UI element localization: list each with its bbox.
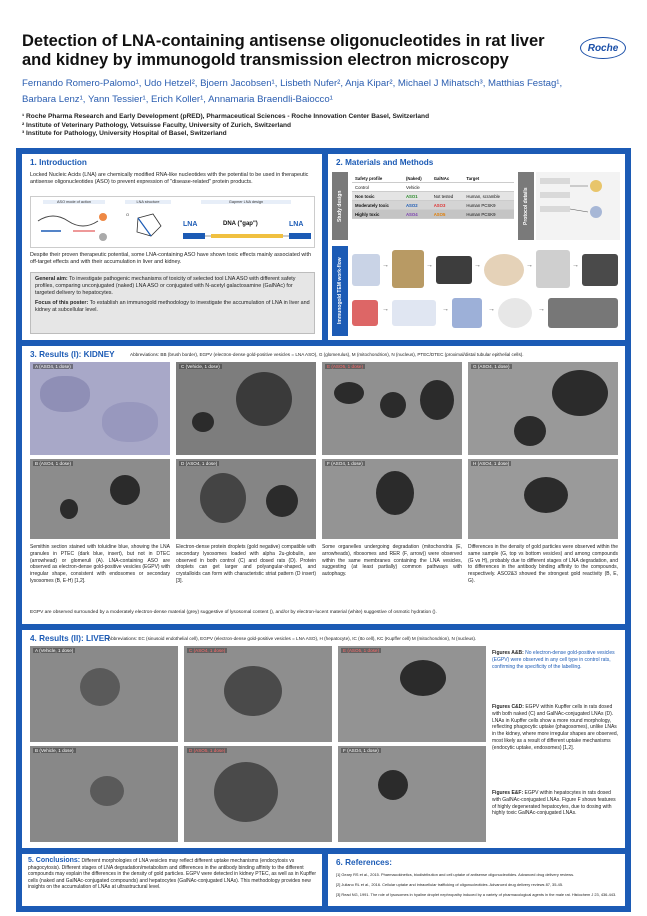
affiliations bbox=[22, 113, 429, 139]
panel-label: B (ASO4, 1 dose) bbox=[35, 461, 72, 466]
kidney-image-e bbox=[322, 362, 462, 455]
panel-label: C (Vehicle, 1 dose) bbox=[181, 364, 220, 369]
row-galnac: ASO3 bbox=[431, 201, 464, 210]
gapmer-lna-left: LNA bbox=[183, 221, 198, 228]
egpv-vesicle bbox=[60, 499, 78, 519]
egpv-vesicle bbox=[110, 475, 140, 505]
methods-heading: 2. Materials and Methods bbox=[336, 158, 434, 167]
egpv-vesicle bbox=[514, 416, 546, 446]
affiliation-2: ² Institute of Veterinary Pathology, Vetsuisse Faculty, University of Zurich, Switzerland bbox=[22, 121, 292, 129]
col-galnac: GalNAc bbox=[431, 174, 464, 183]
liver-image-c bbox=[184, 646, 332, 742]
row-target: Human PCSK9 bbox=[463, 210, 514, 219]
arrow-icon: → bbox=[382, 262, 389, 269]
arrow-icon: → bbox=[474, 262, 481, 269]
svg-text:O: O bbox=[126, 212, 130, 217]
panel-label: D (ASO5, 1 dose) bbox=[189, 748, 226, 753]
kidney-image-b bbox=[30, 459, 170, 539]
conclusions-heading: 5. Conclusions: bbox=[28, 857, 81, 864]
aso-mode-label: ASO mode of action bbox=[43, 200, 105, 204]
workflow-step-sections bbox=[484, 254, 524, 286]
liver-caption-cd bbox=[492, 704, 620, 752]
workflow-step-tissue bbox=[352, 300, 378, 326]
kupffer-cell bbox=[224, 666, 282, 716]
workflow-step-grid bbox=[498, 298, 532, 328]
kidney-caption-1: Semithin section stained with toluidine blue, showing the LNA granules in PTEC (dark blue, insert), but not in DTEC (arrowhead) or glomeruli (A). LNA-containing ASO are observed as electron-dense gold-positive vesicles (EGPV) with irregular shape, consistent with endosomes or secondary lysosomes (B, E-H) [1,2]. bbox=[30, 544, 170, 584]
panel-label: B (Vehicle, 1 dose) bbox=[35, 748, 74, 753]
protein-droplet bbox=[200, 473, 246, 523]
row-naked: ASO2 bbox=[403, 201, 431, 210]
liver-image-f bbox=[338, 746, 486, 842]
panel-label: F (ASO4, 1 dose) bbox=[327, 461, 363, 466]
panel-label: G (ASO4, 1 dose) bbox=[473, 364, 510, 369]
poster-focus-text: To establish an immunogold methodology to investigate the accumulation of LNA in liver and kidney at subcellular level. bbox=[35, 299, 310, 313]
poster-title: Detection of LNA-containing antisense oligonucleotides in rat liver and kidney by immunogold transmission electron microscopy bbox=[22, 32, 545, 69]
liver-image-e bbox=[338, 646, 486, 742]
arrow-icon: → bbox=[382, 306, 389, 313]
panel-label: C (ASO4, 1 dose) bbox=[189, 648, 226, 653]
poster-body bbox=[16, 148, 631, 912]
tem-workflow bbox=[352, 248, 620, 334]
row-target bbox=[463, 183, 514, 192]
workflow-step-immunogold bbox=[548, 298, 618, 328]
liver-caption-ef bbox=[492, 790, 620, 817]
liver-heading: 4. Results (II): LIVER bbox=[30, 634, 111, 643]
authors-line-1: Fernando Romero-Palomo¹, Udo Hetzel², Bjoern Jacobsen¹, Lisbeth Nufer², Anja Kipar², Michael J Mihatsch³, Matthias Festag¹, bbox=[22, 78, 563, 89]
reference-1: [1] Geary RS et al., 2015. Pharmacokinetics, biodistribution and cell uptake of antisense oligonucleotides. Advanced drug delivery reviews. bbox=[336, 872, 575, 877]
panel-label: H (ASO4, 1 dose) bbox=[473, 461, 510, 466]
gapmer-strand-diagram bbox=[181, 232, 314, 242]
egpv-vesicle bbox=[376, 471, 414, 515]
row-profile: Moderately toxic bbox=[352, 201, 403, 210]
caption-cd-title: Figures C&D: bbox=[492, 704, 524, 710]
kidney-caption-4: Differences in the density of gold particles were observed within the same sample (G, top vs bottom vesicles) and among compounds (G vs H), probably due to different stages of LNA degradation, and to differences in the antibody binding affinity to the compounds, respectively. ASO2&3 showed the strongest gold reactivity (B, E, G). bbox=[468, 544, 618, 584]
row-galnac: Not tested bbox=[431, 192, 464, 201]
references-panel bbox=[328, 854, 625, 906]
liver-image-b bbox=[30, 746, 178, 842]
liver-image-a bbox=[30, 646, 178, 742]
tubule-shape bbox=[40, 376, 90, 412]
arrow-icon: → bbox=[442, 306, 449, 313]
col-safety: Safety profile bbox=[352, 174, 403, 183]
table-row bbox=[352, 201, 514, 210]
kidney-abbreviations: Abbreviations: BB (brush border), EGPV (electron-dense gold-positive vesicles = LNA ASO), G (glomerulus), M (mitochondrion), N (nucleus), PTEC/DTEC (proximal/distal tubular epithelial cells). bbox=[130, 352, 524, 357]
introduction-paragraph-2: Despite their proven therapeutic potential, some LNA-containing ASO have shown toxic effects mainly associated with off-target effects and with their accumulation in liver and kidney. bbox=[30, 252, 311, 266]
references-heading: 6. References: bbox=[336, 858, 392, 867]
study-design-sidebar: Study design bbox=[332, 172, 348, 240]
protein-droplet bbox=[266, 485, 298, 517]
row-naked: ASO4 bbox=[403, 210, 431, 219]
general-aim bbox=[35, 276, 310, 298]
protein-droplet bbox=[192, 412, 214, 432]
panel-label: F (ASO4, 1 dose) bbox=[343, 748, 379, 753]
egpv-vesicle bbox=[380, 392, 406, 418]
gapmer-design-label: Gapmer LNA design bbox=[201, 200, 291, 204]
introduction-heading: 1. Introduction bbox=[30, 158, 87, 167]
caption-ab-text: No electron-dense gold-positive vesicles (EGPV) were observed in any cell type in control rats, confirming the specificity of the labelling. bbox=[492, 650, 615, 670]
row-profile: Non toxic bbox=[352, 192, 403, 201]
aso-mode-diagram bbox=[33, 207, 115, 247]
egpv-vesicle bbox=[524, 477, 568, 513]
tubule-shape bbox=[102, 402, 158, 442]
panel-label: A (ASO4, 1 dose) bbox=[35, 364, 71, 369]
row-galnac: ASO5 bbox=[431, 210, 464, 219]
kidney-image-g bbox=[468, 362, 618, 455]
protein-droplet bbox=[236, 372, 292, 426]
protocol-sidebar: Protocol details bbox=[518, 172, 534, 240]
kidney-caption-2: Electron-dense protein droplets (gold negative) compatible with secondary lysosomes loaded with alpha 2u-globulin, are observed in both control (C) and dosed rats (D). Protein droplets can get larger and polyangular-shaped, and crystalloids can form with characteristic striat pattern (D insert) [3]. bbox=[176, 544, 316, 584]
general-aim-label: General aim: bbox=[35, 276, 68, 282]
col-target: Target bbox=[463, 174, 514, 183]
panel-label: A (Vehicle, 1 dose) bbox=[35, 648, 74, 653]
egpv-vesicle bbox=[400, 660, 446, 696]
workflow-step-embedding bbox=[436, 256, 472, 284]
col-naked: (Naked) bbox=[403, 174, 431, 183]
conclusions-panel bbox=[22, 854, 322, 906]
reference-3: [3] Read NG, 1991. The role of lysosomes in hyaline droplet nephropathy induced by a variety of pharmacological agents in the male rat. Histochem J 23, 436-443. bbox=[336, 892, 617, 897]
liver-results-panel bbox=[22, 630, 625, 848]
workflow-step-rats bbox=[352, 254, 380, 286]
study-design-table bbox=[352, 174, 514, 219]
workflow-step-blocks bbox=[452, 298, 482, 328]
kidney-image-c bbox=[176, 362, 316, 455]
liver-image-d bbox=[184, 746, 332, 842]
row-naked: ASO1 bbox=[403, 192, 431, 201]
arrow-icon: → bbox=[488, 306, 495, 313]
affiliation-3: ³ Institute for Pathology, University Hospital of Basel, Switzerland bbox=[22, 130, 227, 138]
workflow-step-fixation bbox=[392, 250, 424, 288]
row-galnac bbox=[431, 183, 464, 192]
aso-mode-figure bbox=[33, 199, 115, 246]
workflow-step-microscope bbox=[536, 250, 570, 288]
introduction-paragraph-1: Locked Nucleic Acids (LNA) are chemically modified RNA-like nucleotides with the potential to be used in therapeutic antisense oligonucleotides (ASO) to prevent expression of "disease-related" protein products. bbox=[30, 172, 309, 186]
arrow-icon: → bbox=[538, 306, 545, 313]
table-header-row bbox=[352, 174, 514, 183]
lna-structure-label: LNA structure bbox=[125, 200, 171, 204]
caption-cd-text: EGPV within Kupffer cells in rats dosed with both naked (C) and GalNAc-conjugated LNAs (D). LNAs in Kupffer cells show a more round morphology, reflecting phagocytic uptake (phagosomes), unlike LNAs in the kidney, where more irregular shapes are observed, most likely as a result of different uptake mechanisms (endocytic uptake, endosomes) [1,2]. bbox=[492, 704, 619, 751]
row-profile: Control bbox=[352, 183, 403, 192]
arrow-icon: → bbox=[526, 262, 533, 269]
liver-abbreviations: Abbreviations: EC (sinusoid endothelial cell), EGPV (electron-dense gold-positive vesicles = LNA ASO), H (hepatocyte), IC (Ito cell), KC (Kupffer cell) M (mitochondrion), N (nucleus). bbox=[108, 636, 477, 641]
caption-ab-title: Figures A&B: bbox=[492, 650, 524, 656]
egpv-vesicle bbox=[552, 370, 608, 416]
caption-ef-title: Figures E&F: bbox=[492, 790, 524, 796]
row-profile: Highly toxic bbox=[352, 210, 403, 219]
lna-structure-figure bbox=[123, 199, 173, 246]
row-target: Human PCSK9 bbox=[463, 201, 514, 210]
arrow-icon: → bbox=[572, 262, 579, 269]
workflow-step-tem-image bbox=[582, 254, 618, 286]
protocol-schematic bbox=[536, 172, 620, 240]
nucleus bbox=[80, 668, 120, 706]
gapmer-lna-right: LNA bbox=[289, 221, 304, 228]
lna-structure-diagram bbox=[123, 208, 173, 246]
kidney-results-panel bbox=[22, 346, 625, 624]
reference-2: [2] Juliano RL et al., 2016. Cellular uptake and intracellular trafficking of oligonucleotides. Advanced drug delivery reviews 87, 35-45. bbox=[336, 882, 564, 887]
kidney-image-h bbox=[468, 459, 618, 539]
table-row bbox=[352, 183, 514, 192]
authors-line-2: Barbara Lenz¹, Yann Tessier¹, Erich Koller¹, Annamaria Braendli-Baiocco¹ bbox=[22, 94, 333, 105]
kidney-image-d bbox=[176, 459, 316, 539]
nucleus bbox=[90, 776, 124, 806]
poster-focus-label: Focus of this poster: bbox=[35, 299, 89, 306]
panel-label: D (ASO4, 1 dose) bbox=[181, 461, 218, 466]
panel-label: E (ASO5, 1 dose) bbox=[343, 648, 380, 653]
kupffer-cell bbox=[214, 762, 278, 822]
affiliation-1: ¹ Roche Pharma Research and Early Development (pRED), Pharmaceutical Sciences - Roche Innovation Center Basel, Switzerland bbox=[22, 113, 430, 120]
workflow-step-tubes bbox=[392, 300, 436, 326]
workflow-sidebar: Immunogold TEM work-flow bbox=[332, 246, 348, 336]
row-naked: Vehicle bbox=[403, 183, 431, 192]
kidney-image-a bbox=[30, 362, 170, 455]
egpv-vesicle bbox=[420, 380, 454, 420]
table-row bbox=[352, 192, 514, 201]
kidney-image-f bbox=[322, 459, 462, 539]
panel-label: E (ASO5, 1 dose) bbox=[327, 364, 364, 369]
kidney-footnote: EGPV are observed surrounded by a moderately electron-dense material (grey) suggestive of lysosomal content (), and/or by electron-lucent material (white) suggestive of osmotic hydration (). bbox=[30, 610, 437, 615]
general-aim-text: To investigate pathogenic mechanisms of toxicity of selected tool LNA ASO with different safety profiles, comparing unconjugated (naked) LNA ASO or conjugated with N-acetyl galactosamine (GalNAc) for targeted delivery to hepatocytes. bbox=[35, 276, 296, 297]
roche-logo: Roche bbox=[580, 37, 626, 59]
poster-focus bbox=[35, 300, 310, 314]
intro-figure-strip bbox=[30, 196, 315, 248]
introduction-panel bbox=[22, 154, 322, 340]
conclusions-body bbox=[28, 858, 318, 891]
gapmer-design-figure bbox=[181, 199, 314, 246]
poster-header bbox=[0, 0, 647, 148]
kidney-heading: 3. Results (I): KIDNEY bbox=[30, 350, 115, 359]
caption-ef-text: EGPV within hepatocytes in rats dosed with GalNAc-conjugated LNAs. Figure F shows features of highly degenerated hepatocytes, due to dosing with highly toxic GalNAc-conjugated LNAs. bbox=[492, 790, 616, 817]
author-list bbox=[22, 76, 622, 108]
conclusions-text: Different morphologies of LNA vesicles may reflect different uptake mechanisms (endocytosis vs phagocytosis). Different stages of LNA degradation/metabolism and differences in the antibody binding affinity to the different compounds may explain the differences in the density of gold particles. EGPV were detected in kidney PTEC, as well as in Kupffer cells (naked and GalNAc-conjugated compounds) and hepatocytes (GalNAc-conjugated LNAs). This methodology provides new insights on the accumulation of LNAs at ultrastructural level. bbox=[28, 858, 317, 891]
table-row bbox=[352, 210, 514, 219]
egpv-vesicle bbox=[334, 382, 364, 404]
methods-panel bbox=[328, 154, 625, 340]
gapmer-dna-gap: DNA ("gap") bbox=[223, 221, 258, 227]
egpv-vesicle bbox=[378, 770, 408, 800]
aims-box bbox=[30, 272, 315, 334]
liver-caption-ab bbox=[492, 650, 620, 670]
arrow-icon: → bbox=[426, 262, 433, 269]
kidney-caption-3: Some organelles undergoing degradation (mitochondria (E, arrowheads), ribosomes and RER (F, arrow)) were observed within the same membranes containing the LNA vesicles, suggesting (at least partially) common pathways with autophagy. bbox=[322, 544, 462, 578]
protocol-diagram bbox=[536, 172, 620, 240]
row-target: Human, scramble bbox=[463, 192, 514, 201]
